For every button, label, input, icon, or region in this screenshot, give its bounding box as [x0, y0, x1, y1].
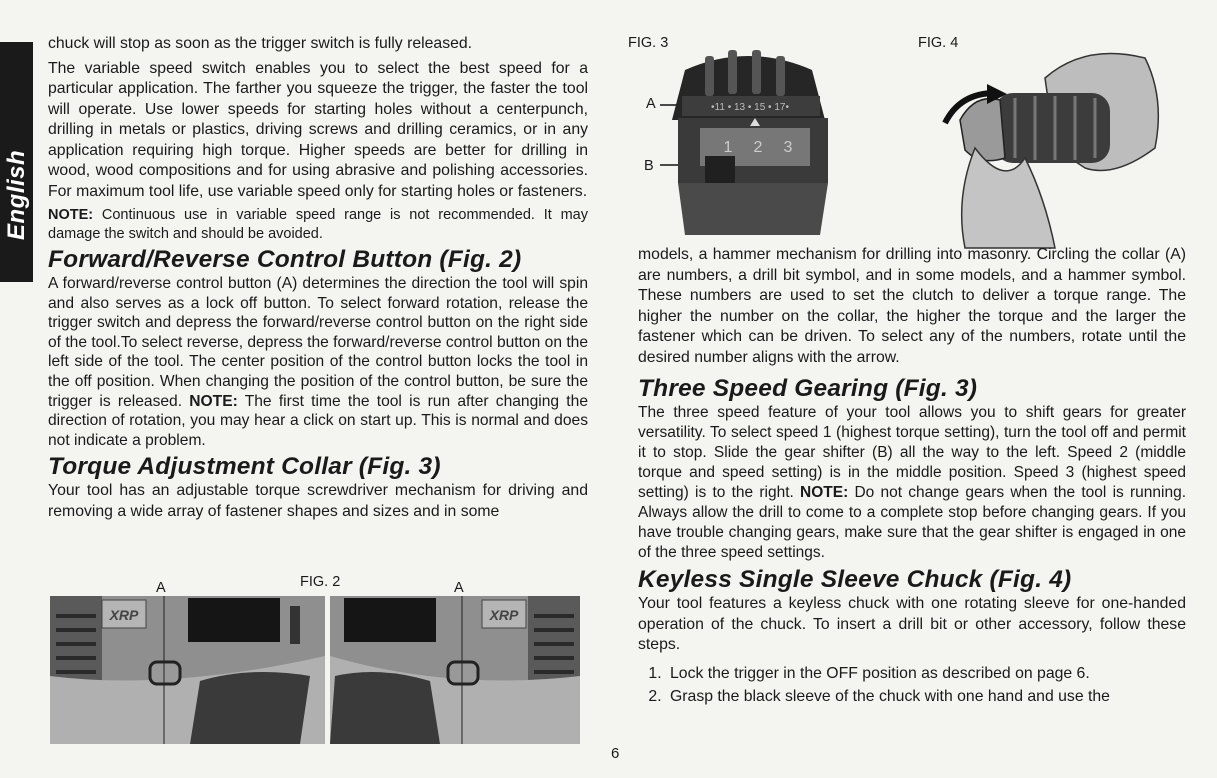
heading-keyless-chuck: Keyless Single Sleeve Chuck (Fig. 4) [638, 566, 1072, 593]
fig2-brand-right: XRP [489, 607, 519, 623]
note-text: Do not change gears when the tool is running. Always allow the drill to come to a complete stop before changing gears. If you have trouble changing gears, make sure that the gear shifter is engaged in one of the three speed settings. [638, 484, 1186, 561]
left-column [48, 34, 588, 522]
fig3-collar-illustration [660, 40, 835, 240]
fig3-gear-1: 1 [723, 139, 733, 156]
paragraph-collar-numbers: models, a hammer mechanism for drilling into masonry. Circling the collar (A) are numbers, a drill bit symbol, and in some models, and a hammer symbol. These numbers are used to set the clutch to deliver a torque range. The higher the number on the collar, the higher the torque and the larger the fastener which can be driven. To select any of the numbers, rotate until the desired number aligns with the arrow. [638, 246, 1186, 366]
fig3-collar-numbers: •11 • 13 • 15 • 17• [711, 102, 789, 113]
paragraph-forward-reverse [48, 274, 588, 450]
three-speed-text: The three speed feature of your tool allows you to shift gears for greater versatility. To select speed 1 (highest torque setting), turn the tool off and permit it to stop. Slide the gear shifter (B) all the way to the left. Speed 2 (middle torque and speed setting) is in the middle position. Speed 3 (highest speed setting) is to the right. [638, 404, 1186, 501]
chuck-steps-list [638, 662, 1186, 708]
heading-three-speed: Three Speed Gearing (Fig. 3) [638, 375, 978, 402]
paragraph-chuck-stop: chuck will stop as soon as the trigger switch is fully released. [48, 35, 473, 52]
fig3-gear-2: 2 [753, 139, 763, 156]
note-text: Continuous use in variable speed range is not recommended. It may damage the switch and should be avoided. [48, 207, 588, 242]
paragraph-variable-speed: The variable speed switch enables you to select the best speed for a particular application. The farther you squeeze the trigger, the faster the tool will operate. Use lower speeds for starting holes without a centerpunch, drilling in metals or plastics, driving screws and drilling ceramics, or in any application requiring high torque. Higher speeds are better for drilling in wood, wood compositions and for using abrasive and polishing accessories. For maximum tool life, use variable speed only for starting holes or fasteners. [48, 59, 588, 200]
fig4-chuck-illustration [935, 38, 1165, 250]
fig3-title: FIG. 3 [628, 35, 669, 51]
list-item: 1. Lock the trigger in the OFF position as described on page 6. [666, 662, 1186, 685]
fig3-gear-3: 3 [783, 139, 793, 156]
fig2-label-a-left: A [156, 580, 166, 596]
note-label: NOTE: [800, 484, 849, 501]
fig4-title: FIG. 4 [918, 35, 959, 51]
language-tab-label: English [3, 149, 30, 240]
note-text: The first time the tool is run after changing the direction of rotation, you may hear a click on start up. This is normal and does not indicate a problem. [48, 392, 588, 449]
heading-torque-collar: Torque Adjustment Collar (Fig. 3) [48, 453, 441, 481]
fig2-drill-illustration [50, 596, 580, 744]
fig2-brand-left: XRP [109, 607, 139, 623]
right-column [638, 245, 1186, 708]
fig3-label-a: A [646, 96, 656, 112]
heading-forward-reverse: Forward/Reverse Control Button (Fig. 2) [48, 246, 522, 273]
note-variable-speed [48, 206, 588, 243]
page-number: 6 [611, 745, 620, 762]
note-label: NOTE: [48, 207, 94, 223]
list-item: 2. Grasp the black sleeve of the chuck with one hand and use the [666, 685, 1186, 708]
fig3-label-b: B [644, 158, 654, 174]
paragraph-keyless-chuck: Your tool features a keyless chuck with one rotating sleeve for one-handed operation of the chuck. To insert a drill bit or other accessory, follow these steps. [638, 595, 1186, 653]
language-tab [0, 42, 33, 282]
paragraph-torque-collar: Your tool has an adjustable torque screwdriver mechanism for driving and removing a wide array of fastener shapes and sizes and in some [48, 482, 588, 520]
fig2-title: FIG. 2 [300, 574, 341, 590]
fig2-label-a-right: A [454, 580, 464, 596]
note-label: NOTE: [189, 392, 238, 410]
forward-reverse-text: A forward/reverse control button (A) determines the direction the tool will spin and also serves as a lock off button. To select forward rotation, release the trigger switch and depress the forward/reverse control button on the right side of the tool.To select reverse, depress the forward/reverse control button on the left side of the tool. The center position of the control button locks the tool in the off position. When changing the position of the control button, be sure the trigger is released. [48, 275, 589, 410]
paragraph-three-speed [638, 403, 1186, 563]
